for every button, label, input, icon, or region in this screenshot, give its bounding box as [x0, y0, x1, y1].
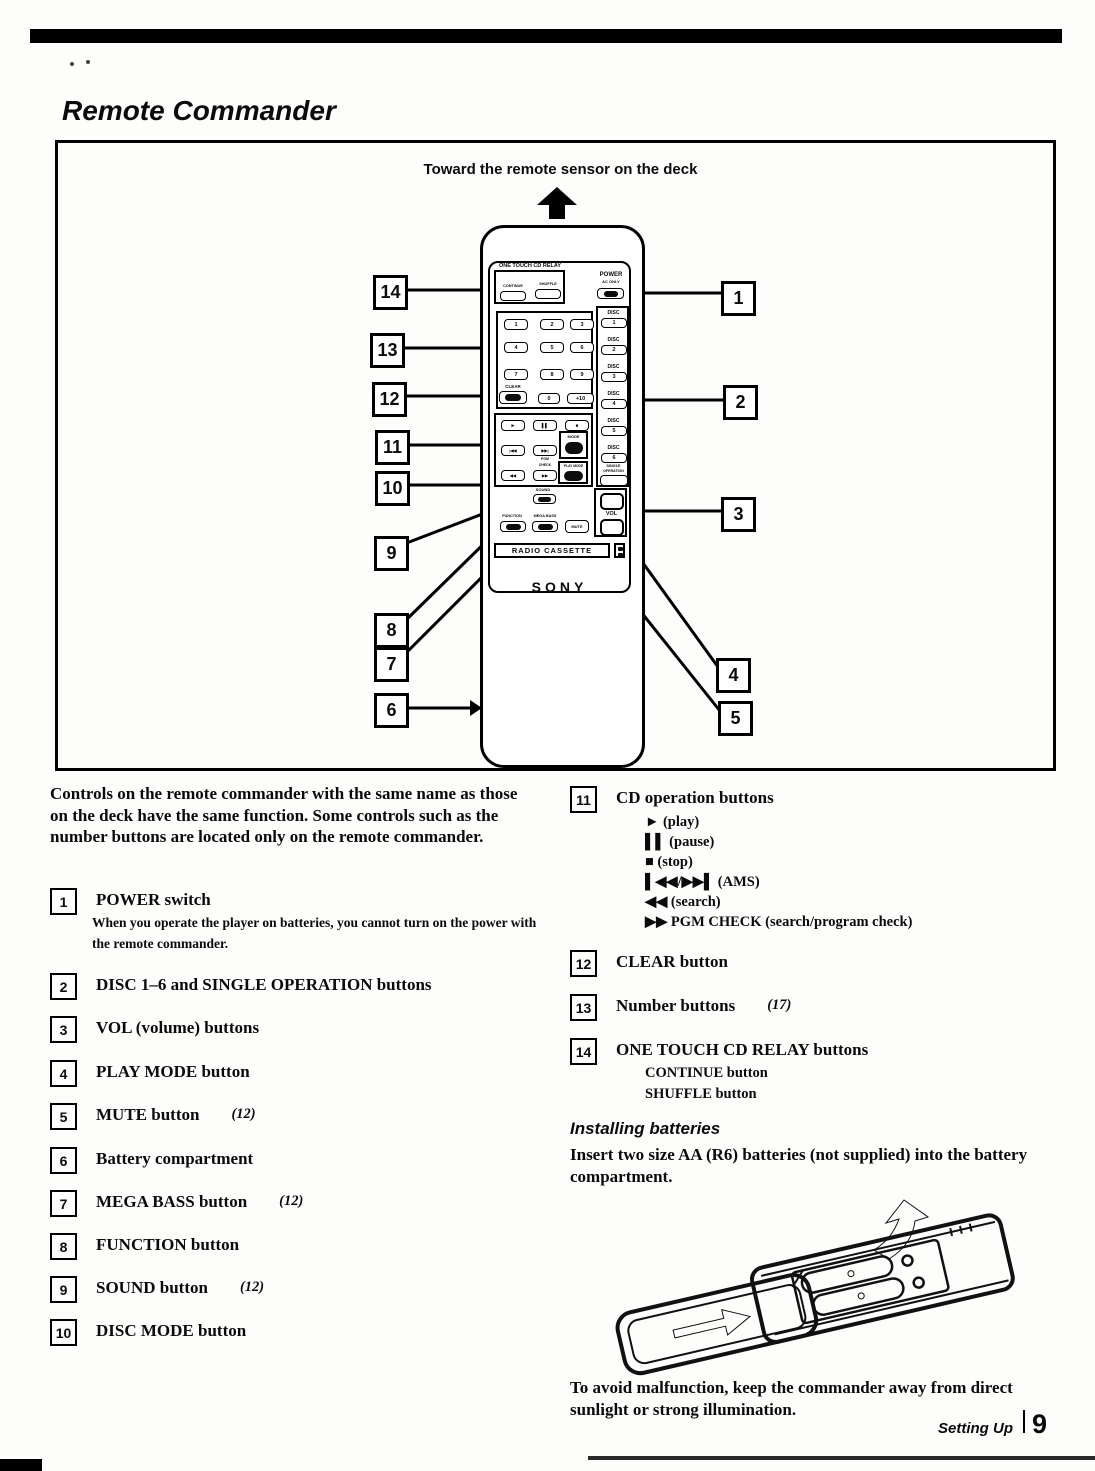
item-label: ONE TOUCH CD RELAY buttons	[616, 1040, 869, 1059]
footer-divider	[1023, 1410, 1025, 1433]
item-label: DISC 1–6 and SINGLE OPERATION buttons	[96, 975, 432, 994]
mute-button: MUTE	[565, 520, 589, 533]
radio-cassette-band	[494, 543, 610, 558]
mode-icon	[614, 543, 625, 558]
single-label: SINGLE	[606, 464, 621, 468]
callout-10: 10	[375, 471, 410, 506]
header-rule	[30, 29, 1062, 43]
play-mode-box	[558, 461, 588, 484]
item-page-ref: (12)	[239, 1279, 265, 1295]
callout-14: 14	[373, 275, 408, 310]
list-item-13	[570, 994, 791, 1021]
subline: ▌▌ (pause)	[645, 834, 715, 850]
key-6: 6	[570, 342, 594, 353]
clear-button	[499, 391, 527, 404]
disc-6-label: DISC	[607, 445, 620, 451]
list-item-14	[570, 1038, 868, 1065]
callout-8: 8	[374, 613, 409, 648]
item-label: Battery compartment	[96, 1149, 254, 1168]
stop-button: ■	[565, 420, 589, 431]
item-label: Number buttons	[616, 996, 736, 1015]
key-7: 7	[504, 369, 528, 380]
list-item-3	[50, 1016, 259, 1043]
item-label: FUNCTION button	[96, 1235, 240, 1254]
callout-7: 7	[374, 647, 409, 682]
list-item-9	[50, 1276, 264, 1303]
callout-1: 1	[721, 281, 756, 316]
item-number: 8	[50, 1233, 77, 1260]
continue-label: CONTINUE	[503, 284, 523, 288]
item-number: 14	[570, 1038, 597, 1065]
subline: ◀◀ (search)	[645, 894, 721, 910]
vol-up-button	[600, 493, 624, 510]
item-number: 11	[570, 786, 597, 813]
disc-column	[596, 306, 629, 487]
item-number: 5	[50, 1103, 77, 1130]
operation-label: OPERATION	[603, 469, 624, 473]
key-plus10: +10	[567, 393, 594, 404]
remote-diagram-box	[55, 140, 1056, 771]
shuffle-button	[535, 289, 561, 299]
item-label: MEGA BASS button	[96, 1192, 248, 1211]
item-number: 13	[570, 994, 597, 1021]
cd-operation-sublines	[645, 812, 912, 932]
footer-section: Setting Up	[938, 1420, 1013, 1437]
item-number: 3	[50, 1016, 77, 1043]
disc-6-button: 6	[601, 453, 627, 463]
scan-noise	[86, 60, 90, 64]
subline: ■ (stop)	[645, 854, 693, 870]
callout-9: 9	[374, 536, 409, 571]
single-operation-button	[600, 475, 628, 486]
item-number: 10	[50, 1319, 77, 1346]
scan-noise	[70, 62, 74, 66]
list-item-10	[50, 1319, 246, 1346]
prev-ams-button: |◀◀	[501, 445, 525, 456]
subline: ▶▶ PGM CHECK (search/program check)	[645, 914, 913, 930]
callout-5: 5	[718, 701, 753, 736]
item-number: 1	[50, 888, 77, 915]
callout-2: 2	[723, 385, 758, 420]
list-item-5	[50, 1103, 256, 1130]
installing-batteries-title: Installing batteries	[570, 1119, 721, 1138]
subline: CONTINUE button	[645, 1065, 768, 1081]
item-label: VOL (volume) buttons	[96, 1018, 260, 1037]
next-ams-button: ▶▶|	[533, 445, 557, 456]
list-item-6	[50, 1147, 253, 1174]
disc-mode-box	[559, 431, 588, 459]
subline: ► (play)	[645, 814, 700, 830]
subline: ▌◀◀/▶▶▌ (AMS)	[645, 874, 760, 890]
page-title: Remote Commander	[62, 94, 336, 126]
disc-2-label: DISC	[607, 337, 620, 343]
continue-button	[500, 291, 526, 301]
power-switch	[597, 288, 624, 299]
item-number: 7	[50, 1190, 77, 1217]
shuffle-label: SHUFFLE	[539, 282, 557, 286]
search-back-button: ◀◀	[501, 470, 525, 481]
list-item-11	[570, 786, 774, 813]
key-9: 9	[570, 369, 594, 380]
number-pad	[496, 311, 593, 409]
disc-5-button: 5	[601, 426, 627, 436]
item-label: DISC MODE button	[96, 1321, 247, 1340]
scan-artifact	[588, 1456, 1095, 1460]
disc-2-button: 2	[601, 345, 627, 355]
pgm-label: PGM	[541, 457, 549, 461]
item-number: 4	[50, 1060, 77, 1087]
callout-6: 6	[374, 693, 409, 728]
disc-4-button: 4	[601, 399, 627, 409]
warning-text: To avoid malfunction, keep the commander away from direct sunlight or strong illumination.	[570, 1378, 1013, 1419]
sony-logo: SONY	[531, 579, 588, 595]
key-0: 0	[538, 393, 560, 404]
item-number: 12	[570, 950, 597, 977]
function-label: FUNCTION	[502, 514, 522, 518]
item-number: 9	[50, 1276, 77, 1303]
callout-4: 4	[716, 658, 751, 693]
one-touch-cd-relay-label: ONE TOUCH CD RELAY	[498, 263, 562, 269]
disc-3-label: DISC	[607, 364, 620, 370]
callout-3: 3	[721, 497, 756, 532]
list-item-2	[50, 973, 432, 1000]
clear-label: CLEAR	[505, 384, 521, 389]
vol-down-button	[600, 519, 624, 536]
mega-bass-button	[532, 521, 558, 532]
disc-4-label: DISC	[607, 391, 620, 397]
disc-1-button: 1	[601, 318, 627, 328]
radio-cassette-label: RADIO CASSETTE	[511, 545, 593, 555]
page-footer	[938, 1410, 1047, 1437]
item-page-ref: (17)	[767, 997, 792, 1013]
installing-batteries-body: Insert two size AA (R6) batteries (not supplied) into the battery compartment.	[570, 1145, 1028, 1186]
item-number: 6	[50, 1147, 77, 1174]
key-3: 3	[570, 319, 594, 330]
search-fwd-button: ▶▶	[533, 470, 557, 481]
item-label: MUTE button	[96, 1105, 200, 1124]
list-item-7	[50, 1190, 303, 1217]
list-item-1	[50, 888, 211, 915]
item-label: SOUND button	[96, 1278, 208, 1297]
disc-3-button: 3	[601, 372, 627, 382]
figure-caption: Toward the remote sensor on the deck	[423, 161, 698, 178]
item-label: CLEAR button	[616, 952, 728, 971]
ac-only-label: AC ONLY	[602, 279, 620, 284]
check-label: CHECK	[538, 463, 552, 467]
list-item-8	[50, 1233, 239, 1260]
item-note: When you operate the player on batteries, you cannot turn on the power with the remote commander.	[92, 915, 537, 951]
disc-mode-label: MODE	[567, 434, 580, 439]
sound-button	[533, 494, 556, 504]
vol-label: VOL	[605, 511, 618, 517]
disc-mode-button	[565, 442, 583, 454]
play-mode-label: PLAY MODE	[563, 464, 584, 468]
one-touch-sublines	[645, 1063, 768, 1105]
battery-illustration	[608, 1196, 1020, 1376]
item-label: CD operation buttons	[616, 788, 774, 807]
one-touch-box	[494, 270, 565, 304]
item-label: PLAY MODE button	[96, 1062, 250, 1081]
disc-5-label: DISC	[607, 418, 620, 424]
key-5: 5	[540, 342, 564, 353]
sound-label: SOUND	[535, 487, 551, 492]
vol-box	[594, 488, 627, 537]
callout-12: 12	[372, 382, 407, 417]
key-1: 1	[504, 319, 528, 330]
subline: SHUFFLE button	[645, 1086, 757, 1102]
key-4: 4	[504, 342, 528, 353]
pause-button: ▌▌	[533, 420, 557, 431]
key-8: 8	[540, 369, 564, 380]
power-label: POWER	[599, 272, 623, 278]
mega-bass-label: MEGA BASS	[533, 514, 557, 518]
play-button: ►	[501, 420, 525, 431]
item-page-ref: (12)	[279, 1193, 304, 1209]
callout-13: 13	[370, 333, 405, 368]
key-2: 2	[540, 319, 564, 330]
up-arrow-icon	[537, 187, 577, 219]
item-page-ref: (12)	[231, 1106, 256, 1122]
footer-page-number: 9	[1032, 1409, 1048, 1439]
play-mode-button	[564, 471, 583, 481]
remote-commander-drawing	[480, 225, 645, 768]
item-label: POWER switch	[96, 890, 211, 909]
function-button	[500, 521, 526, 532]
callout-11: 11	[375, 430, 410, 465]
item-number: 2	[50, 973, 77, 1000]
scan-artifact	[0, 1459, 42, 1471]
intro-paragraph: Controls on the remote commander with the same name as those on the deck have the same function. Some controls such as the number buttons are located only on the remote commander.	[50, 784, 518, 846]
disc-1-label: DISC	[607, 310, 620, 316]
list-item-12	[570, 950, 728, 977]
list-item-4	[50, 1060, 250, 1087]
